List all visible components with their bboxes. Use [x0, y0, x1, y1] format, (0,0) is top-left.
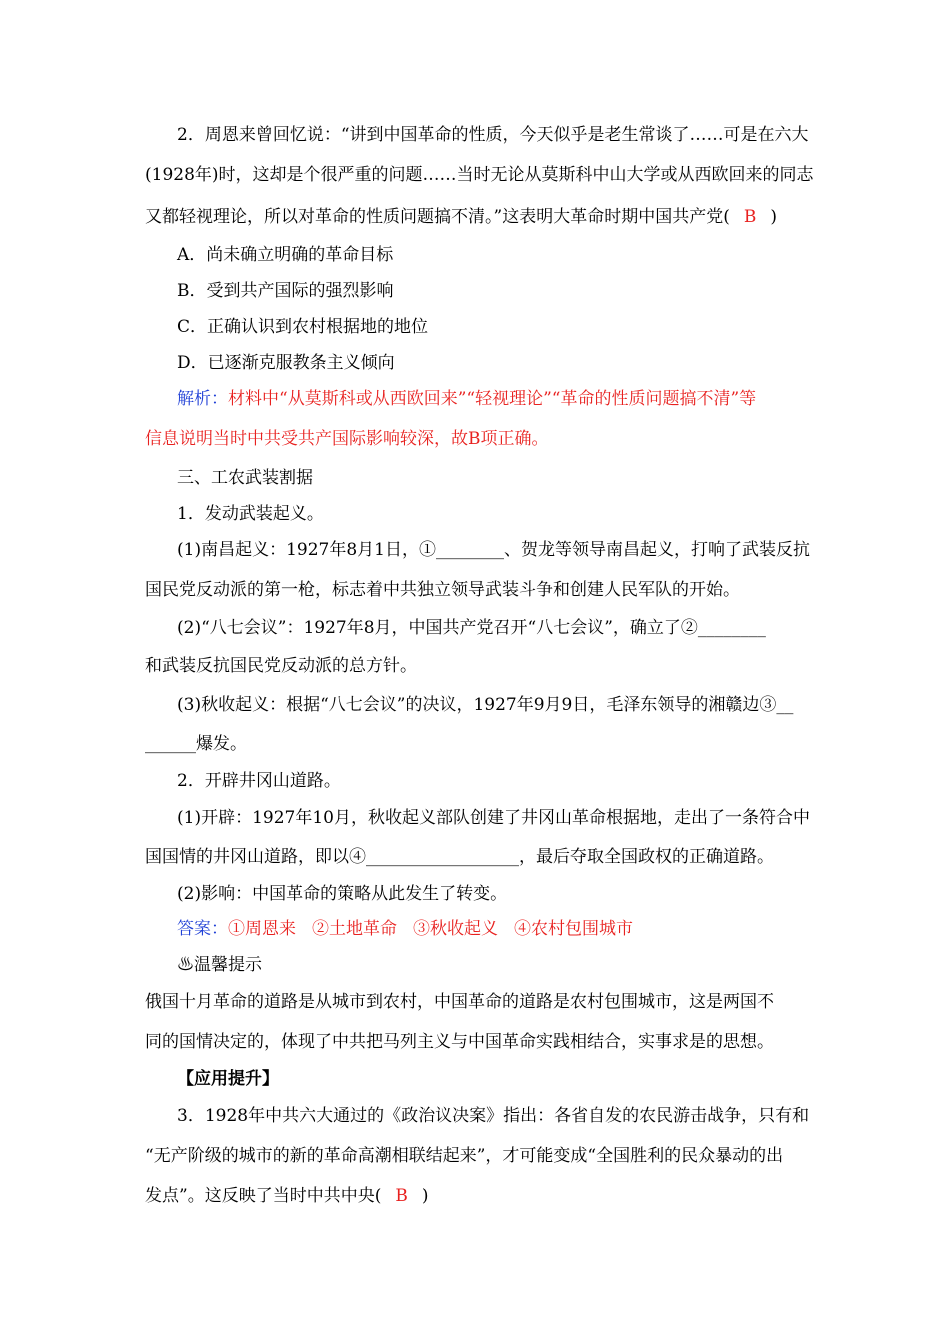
- q3-stem-line2: “无产阶级的城市的新的革命高潮相联结起来”，才可能变成“全国胜利的民众暴动的出: [145, 1146, 784, 1166]
- jinggangshan-line1: (1)开辟：1927年10月，秋收起义部队创建了井冈山革命根据地，走出了一条符合中: [177, 808, 810, 828]
- q2-option-b: B．受到共产国际的强烈影响: [177, 281, 394, 301]
- q2-answer: B: [743, 207, 757, 227]
- q3-answer: B: [395, 1186, 408, 1206]
- autumn-harvest-line1: (3)秋收起义：根据“八七会议”的决议，1927年9月9日，毛泽东领导的湘赣边③__: [177, 695, 794, 715]
- q2-stem-text: 又都轻视理论，所以对革命的性质问题搞不清。”这表明大革命时期中国共产党(: [145, 207, 730, 227]
- section3-answers: [177, 916, 842, 942]
- q3-close-paren: ): [421, 1186, 429, 1206]
- apply-title: 【应用提升】: [177, 1069, 279, 1089]
- q3-stem-text: 发点”。这反映了当时中共中央(: [145, 1186, 382, 1206]
- tip-line1: 俄国十月革命的道路是从城市到农村，中国革命的道路是农村包围城市，这是两国不: [145, 992, 774, 1012]
- influence-line: (2)影响：中国革命的策略从此发生了转变。: [177, 884, 508, 904]
- answer-4: ④农村包围城市: [514, 919, 633, 939]
- answer-3: ③秋收起义: [413, 919, 498, 939]
- section3-point2: 2．开辟井冈山道路。: [177, 771, 341, 791]
- q3-stem-line1: 3．1928年中共六大通过的《政治议决案》指出：各省自发的农民游击战争，只有和: [177, 1106, 810, 1126]
- nanchang-line2: 国民党反动派的第一枪，标志着中共独立领导武装斗争和创建人民军队的开始。: [145, 580, 740, 600]
- q3-stem-line3: [145, 1183, 810, 1209]
- q2-option-c: C．正确认识到农村根据地的地位: [177, 317, 429, 337]
- q2-analysis-line2: 信息说明当时中共受共产国际影响较深，故B项正确。: [145, 429, 549, 449]
- q2-option-d: D．已逐渐克服教条主义倾向: [177, 353, 395, 373]
- q2-stem-line2: (1928年)时，这却是个很严重的问题……当时无论从莫斯科中山大学或从西欧回来的同志: [145, 165, 814, 185]
- q2-stem-line1: 2．周恩来曾回忆说：“讲到中国革命的性质，今天似乎是老生常谈了……可是在六大: [177, 125, 809, 145]
- answer-2: ②土地革命: [312, 919, 397, 939]
- section3-point1: 1．发动武装起义。: [177, 504, 324, 524]
- answer-label: 答案：: [177, 919, 228, 939]
- autumn-harvest-line2: ______爆发。: [145, 734, 247, 754]
- august7-line1: (2)“八七会议”：1927年8月，中国共产党召开“八七会议”，确立了②________: [177, 618, 766, 638]
- answer-1: ①周恩来: [228, 919, 296, 939]
- analysis-label: 解析：: [177, 389, 228, 409]
- tip-title: ♨温馨提示: [177, 955, 262, 975]
- jinggangshan-line2: 国国情的井冈山道路，即以④__________________，最后夺取全国政权的正确道路。: [145, 847, 774, 867]
- analysis-text: 材料中“从莫斯科或从西欧回来”“轻视理论”“革命的性质问题搞不清”等: [228, 389, 757, 409]
- tip-line2: 同的国情决定的，体现了中共把马列主义与中国革命实践相结合，实事求是的思想。: [145, 1032, 774, 1052]
- august7-line2: 和武装反抗国民党反动派的总方针。: [145, 656, 417, 676]
- q2-stem-line3: [145, 204, 810, 230]
- q2-analysis-line1: [177, 386, 842, 412]
- q2-close-paren: ): [770, 207, 777, 227]
- nanchang-line1: (1)南昌起义：1927年8月1日，①________、贺龙等领导南昌起义，打响了武装反抗: [177, 540, 810, 560]
- section3-title: 三、工农武装割据: [177, 468, 313, 488]
- q2-option-a: A．尚未确立明确的革命目标: [177, 245, 394, 265]
